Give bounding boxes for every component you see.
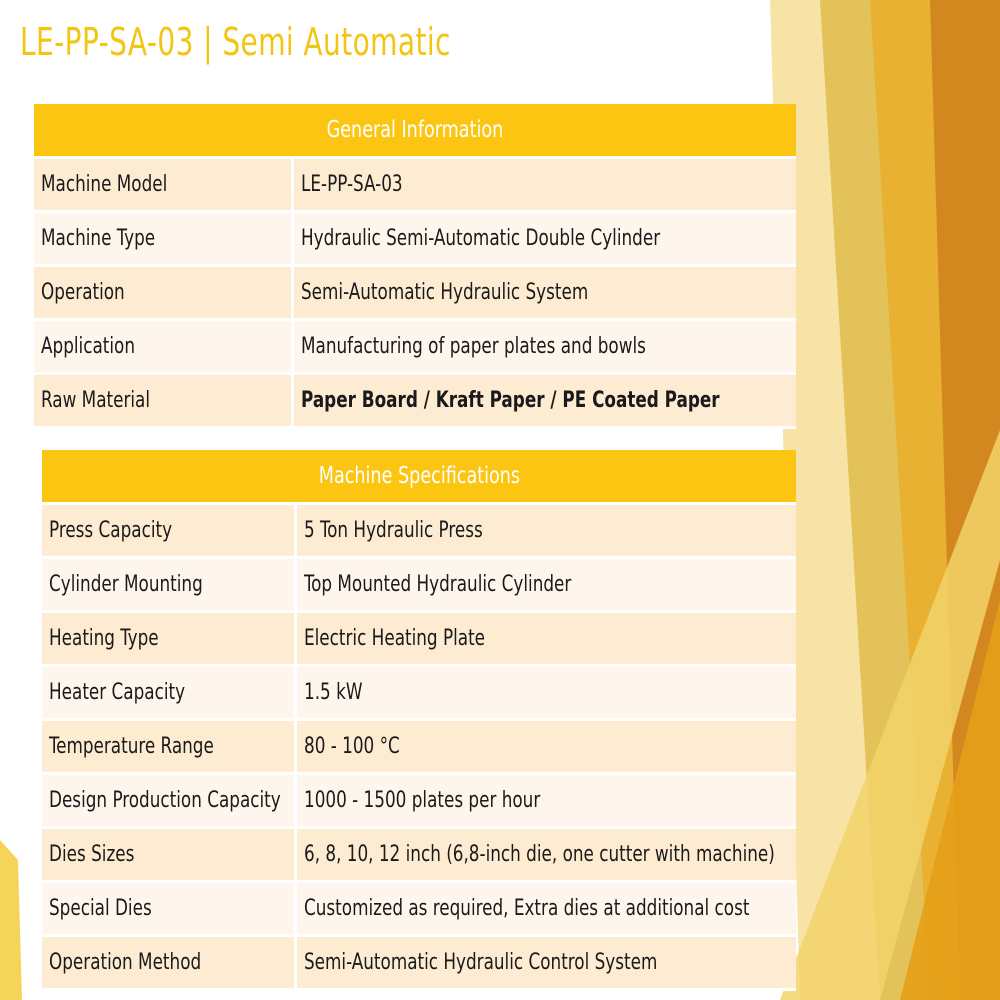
row-label-cell xyxy=(42,721,297,775)
table-heading xyxy=(34,104,796,159)
row-label-cell xyxy=(42,775,297,829)
row-value: 80 - 100 °C xyxy=(304,734,400,759)
row-value: Electric Heating Plate xyxy=(304,626,486,651)
row-label: Press Capacity xyxy=(49,518,173,543)
table-row xyxy=(34,375,796,429)
row-value: LE-PP-SA-03 xyxy=(301,172,403,197)
row-value-cell xyxy=(297,505,796,559)
row-value: Hydraulic Semi-Automatic Double Cylinder xyxy=(301,226,661,251)
row-label: Special Dies xyxy=(49,896,152,921)
table-row xyxy=(42,667,796,721)
table-row xyxy=(34,213,796,267)
general-information-table xyxy=(34,104,796,429)
row-label: Temperature Range xyxy=(49,734,214,759)
row-label: Machine Model xyxy=(41,172,168,197)
row-value-cell xyxy=(297,883,796,937)
table-row xyxy=(42,721,796,775)
row-label: Application xyxy=(41,334,136,359)
row-label-cell xyxy=(42,559,297,613)
row-value-cell xyxy=(297,775,796,829)
row-value: 6, 8, 10, 12 inch (6,8-inch die, one cutter with machine) xyxy=(304,842,775,867)
table-row xyxy=(42,613,796,667)
row-value: 1000 - 1500 plates per hour xyxy=(304,788,541,813)
page-title: LE-PP-SA-03 | Semi Automatic xyxy=(20,20,451,64)
row-value: Manufacturing of paper plates and bowls xyxy=(301,334,646,359)
general-information-heading: General Information xyxy=(326,117,504,143)
table-heading xyxy=(42,450,796,505)
row-value-cell xyxy=(294,213,796,267)
row-label-cell xyxy=(42,505,297,559)
row-value: Semi-Automatic Hydraulic System xyxy=(301,280,589,305)
row-label: Operation xyxy=(41,280,125,305)
table-row xyxy=(34,159,796,213)
table-header-row xyxy=(34,104,796,159)
row-value-cell xyxy=(294,375,796,429)
row-label-cell xyxy=(42,613,297,667)
row-label-cell xyxy=(34,159,294,213)
row-value: Paper Board / Kraft Paper / PE Coated Paper xyxy=(301,388,720,413)
row-value-cell xyxy=(297,559,796,613)
table-row xyxy=(42,883,796,937)
row-label: Design Production Capacity xyxy=(49,788,281,813)
table-row xyxy=(42,829,796,883)
row-value: 1.5 kW xyxy=(304,680,363,705)
row-value-cell xyxy=(294,267,796,321)
row-label-cell xyxy=(34,375,294,429)
row-label-cell xyxy=(42,667,297,721)
row-label: Machine Type xyxy=(41,226,156,251)
row-label: Heating Type xyxy=(49,626,159,651)
row-value-cell xyxy=(297,613,796,667)
table-row xyxy=(42,937,796,991)
row-label-cell xyxy=(42,829,297,883)
row-label: Operation Method xyxy=(49,950,202,975)
table-header-row xyxy=(42,450,796,505)
machine-specifications-table xyxy=(42,450,796,991)
row-label-cell xyxy=(34,321,294,375)
row-label: Heater Capacity xyxy=(49,680,186,705)
row-value-cell xyxy=(294,159,796,213)
row-label-cell xyxy=(42,883,297,937)
row-value-cell xyxy=(297,667,796,721)
row-label-cell xyxy=(42,937,297,991)
machine-specifications-heading: Machine Specifications xyxy=(318,463,520,489)
table-row xyxy=(42,559,796,613)
row-value: Customized as required, Extra dies at additional cost xyxy=(304,896,750,921)
row-value-cell xyxy=(294,321,796,375)
table-row xyxy=(34,267,796,321)
table-row xyxy=(42,505,796,559)
row-value: Semi-Automatic Hydraulic Control System xyxy=(304,950,658,975)
row-value-cell xyxy=(297,721,796,775)
row-label-cell xyxy=(34,267,294,321)
row-value: Top Mounted Hydraulic Cylinder xyxy=(304,572,572,597)
row-label: Dies Sizes xyxy=(49,842,135,867)
row-value-cell xyxy=(297,829,796,883)
row-value-cell xyxy=(297,937,796,991)
row-value: 5 Ton Hydraulic Press xyxy=(304,518,483,543)
table-row xyxy=(34,321,796,375)
table-row xyxy=(42,775,796,829)
row-label: Cylinder Mounting xyxy=(49,572,203,597)
row-label: Raw Material xyxy=(41,388,151,413)
row-label-cell xyxy=(34,213,294,267)
